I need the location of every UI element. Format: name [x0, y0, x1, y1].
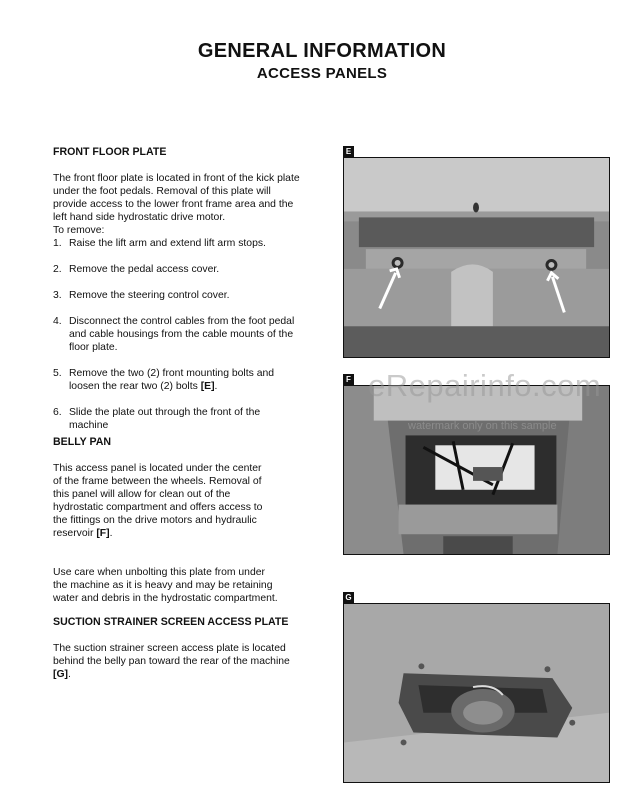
belly-pan-caution: Use care when unbolting this plate from under the machine as it is heavy and may be retaining water and debris in the hydrostatic compartment. — [53, 567, 278, 604]
figure-g — [343, 593, 610, 783]
suction-plate-section — [53, 616, 325, 681]
figure-label-g: G — [343, 592, 354, 603]
figure-label-f: F — [343, 374, 354, 385]
figure-e — [343, 147, 610, 358]
list-item: 4. Disconnect the control cables from the foot pedal and cable housings from the cable mounts of the floor plate. — [53, 316, 295, 353]
list-item: 5. Remove the two (2) front mounting bolts and loosen the rear two (2) bolts [E]. — [53, 368, 275, 392]
suction-plate-text: The suction strainer screen access plate is located behind the belly pan toward the rear of the machine [G]. — [53, 643, 290, 680]
figure-f — [343, 375, 610, 555]
figure-ref-g: [G] — [53, 669, 69, 680]
figure-g-photo — [343, 603, 610, 783]
watermark-subtext: watermark only on this sample — [408, 420, 557, 432]
front-floor-plate-heading: FRONT FLOOR PLATE — [53, 146, 167, 158]
removal-steps-list — [53, 237, 325, 432]
front-floor-plate-section — [53, 146, 325, 432]
figure-f-photo — [343, 385, 610, 555]
page-title: GENERAL INFORMATION — [197, 40, 447, 62]
figure-e-photo — [343, 157, 610, 358]
figure-ref-e: [E] — [200, 381, 215, 392]
front-floor-plate-intro: The front floor plate is located in front of the kick plate under the foot pedals. Removal of this plate will provide access to the lower front frame area and the left hand side hydrostatic drive motor. To remove: — [53, 173, 300, 236]
suction-plate-heading: SUCTION STRAINER SCREEN ACCESS PLATE — [53, 616, 289, 628]
belly-pan-heading: BELLY PAN — [53, 436, 112, 448]
figure-label-e: E — [343, 146, 354, 157]
page-subtitle: ACCESS PANELS — [256, 65, 388, 82]
list-item: 3. Remove the steering control cover. — [53, 290, 230, 301]
to-remove-label: To remove: — [53, 225, 105, 236]
figure-ref-f: [F] — [96, 528, 110, 539]
belly-pan-text: This access panel is located under the center of the frame between the wheels. Removal of this panel will allow for clean out of the hydrostatic compartment and offers access to the fittings on the drive motors and hydraulic reservoir [F]. — [53, 463, 263, 539]
watermark-text: eRepairinfo.com — [368, 368, 602, 403]
list-item: 6. Slide the plate out through the front of the machine — [53, 407, 261, 431]
list-item: 1. Raise the lift arm and extend lift arm stops. — [53, 238, 266, 249]
list-item: 2. Remove the pedal access cover. — [53, 264, 220, 275]
belly-pan-section — [53, 436, 325, 605]
